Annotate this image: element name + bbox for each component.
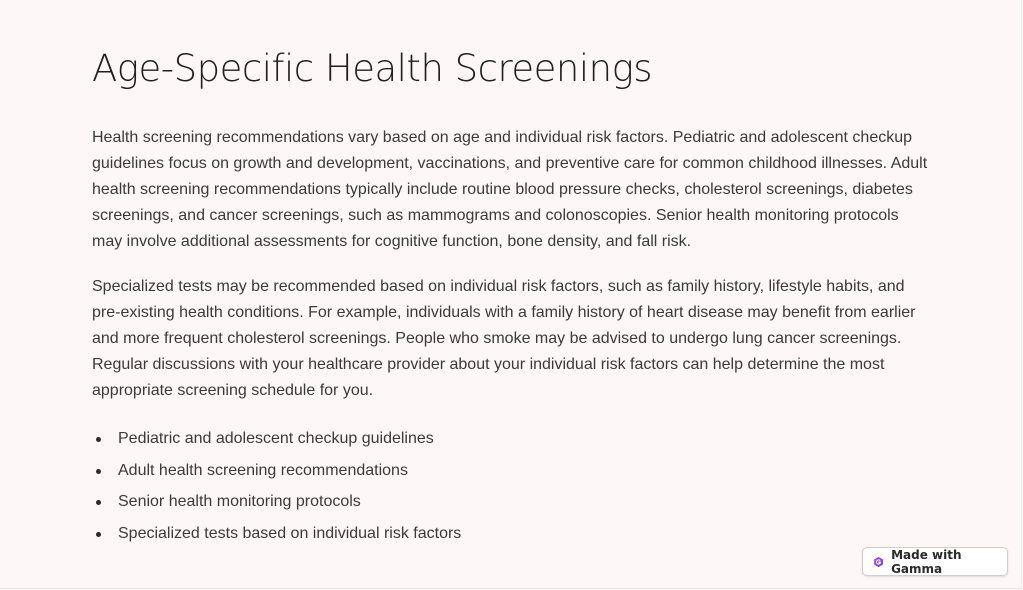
bullet-icon (96, 532, 101, 537)
list-item-text: Pediatric and adolescent checkup guidelines (118, 430, 434, 447)
intro-paragraph: Health screening recommendations vary based on age and individual risk factors. Pediatric and adolescent checkup guidelines focus on growth and development, vaccinations, and preventive care for common childhood illnesses. Adult health screening recommendations typically include routine blood pressure checks, cholesterol screenings, diabetes screenings, and cancer screenings, such as mammograms and colonoscopies. Senior health monitoring protocols may involve additional assessments for cognitive function, bone density, and fall risk. (92, 129, 928, 250)
page-title: Age-Specific Health Screenings (92, 47, 653, 90)
gamma-logo-icon (873, 556, 884, 568)
risk-factors-paragraph: Specialized tests may be recommended based on individual risk factors, such as family history, lifestyle habits, and pre-existing health conditions. For example, individuals with a family history of heart disease may benefit from earlier and more frequent cholesterol screenings. People who smoke may be advised to undergo lung cancer screenings. Regular discussions with your healthcare provider about your individual risk factors can help determine the most appropriate screening schedule for you. (92, 278, 916, 399)
made-with-gamma-badge[interactable] (862, 547, 1008, 576)
bullet-icon (96, 437, 101, 442)
slide-content (92, 44, 928, 549)
list-item-text: Adult health screening recommendations (118, 461, 408, 479)
bullet-icon (96, 469, 101, 474)
list-item-text: Senior health monitoring protocols (118, 493, 361, 510)
list-item (92, 423, 928, 455)
list-item-text: Specialized tests based on individual risk factors (118, 524, 462, 542)
badge-label: Made with Gamma (891, 547, 962, 576)
list-item (92, 486, 928, 518)
list-item (92, 518, 928, 550)
list-item (92, 455, 928, 487)
bullet-icon (96, 500, 101, 505)
screening-list (92, 423, 928, 549)
